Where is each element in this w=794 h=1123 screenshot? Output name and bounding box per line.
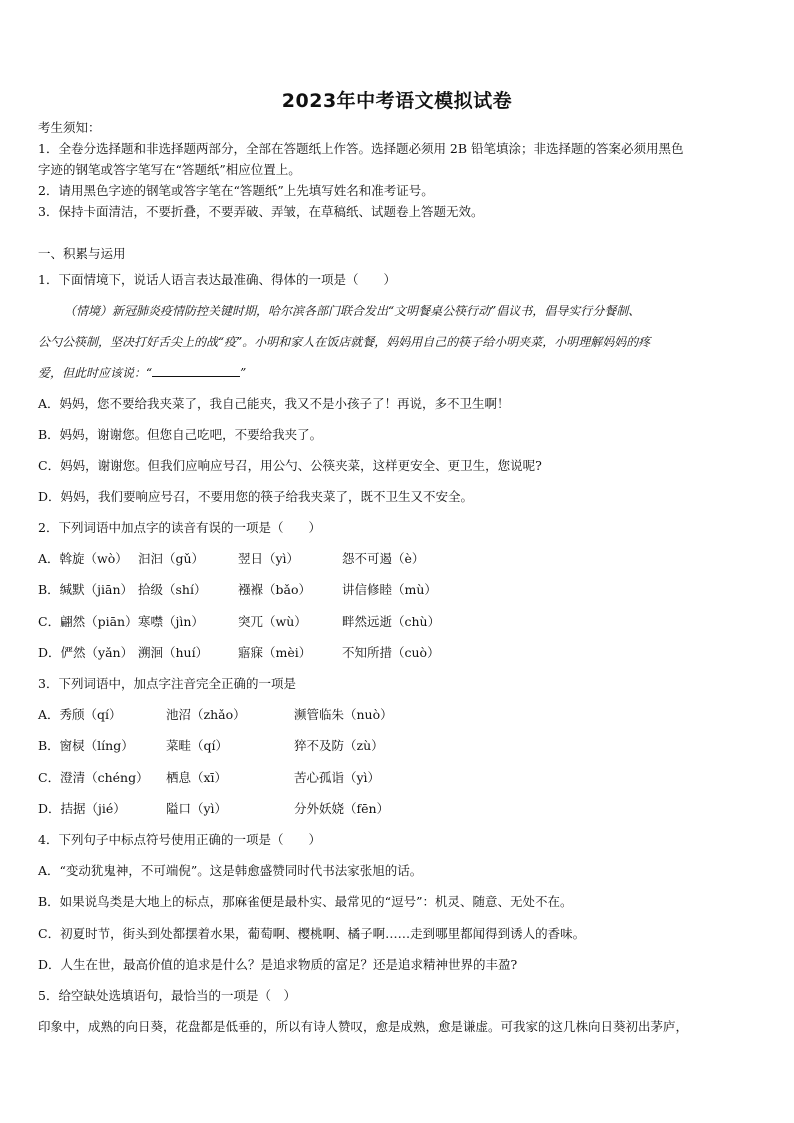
q2-d-4: 不知所措（cuò） xyxy=(342,645,440,660)
q2-c-3: 突兀（wù） xyxy=(238,614,307,629)
q2-option-a xyxy=(38,551,424,567)
notice-line-3: 2．请用黑色字迹的钢笔或答字笔在“答题纸”上先填写姓名和准考证号。 xyxy=(38,183,434,198)
q1-context-suffix: ” xyxy=(240,366,247,380)
q4-option-a: A．“变动犹鬼神，不可端倪”。这是韩愈盛赞同时代书法家张旭的话。 xyxy=(38,863,423,878)
q4-option-d: D．人生在世，最高价值的追求是什么？是追求物质的富足？还是追求精神世界的丰盈? xyxy=(38,957,518,972)
notice-line-1: 1．全卷分选择题和非选择题两部分，全部在答题纸上作答。选择题必须用 2B 铅笔填涂；非选择题的答案必须用黑色 xyxy=(38,141,684,156)
q2-a-4: 怨不可遏（è） xyxy=(342,551,425,566)
notice-line-2: 字迹的钢笔或答字笔写在“答题纸”相应位置上。 xyxy=(38,162,301,177)
q3-option-c xyxy=(38,770,380,786)
q1-context-line-1: （情境）新冠肺炎疫情防控关键时期，哈尔滨各部门联合发出“文明餐桌公筷行动”倡议书，倡导实行分餐制、 xyxy=(64,304,641,318)
q3-d-2: 隘口（yì） xyxy=(166,801,228,816)
q1-option-b: B．妈妈，谢谢您。但您自己吃吧，不要给我夹了。 xyxy=(38,427,323,442)
q2-c-4: 畔然远逝（chù） xyxy=(342,614,441,629)
q3-stem: 3．下列词语中，加点字注音完全正确的一项是 xyxy=(38,676,296,691)
q4-option-c: C．初夏时节，街头到处都摆着水果，葡萄啊、樱桃啊、橘子啊……走到哪里都闻得到诱人的香味。 xyxy=(38,926,586,941)
q2-d-3: 寤寐（mèi） xyxy=(238,645,312,660)
q1-context-line-3 xyxy=(38,364,246,381)
q4-stem: 4．下列句子中标点符号使用正确的一项是（ ） xyxy=(38,832,321,847)
q3-a-3: 濒管临朱（nuò） xyxy=(294,707,393,722)
q1-context-prefix: 爱，但此时应该说：“ xyxy=(38,366,153,380)
q4-option-b: B．如果说鸟类是大地上的标点，那麻雀便是最朴实、最常见的“逗号”：机灵、随意、无处不在。 xyxy=(38,894,573,909)
q1-context-line-2: 公勺公筷制，坚决打好舌尖上的战“疫”。小明和家人在饭店就餐，妈妈用自己的筷子给小明夹菜，小明理解妈妈的疼 xyxy=(38,335,651,349)
q1-option-c: C．妈妈，谢谢您。但我们应响应号召，用公勺、公筷夹菜，这样更安全、更卫生，您说呢? xyxy=(38,458,542,473)
answer-blank xyxy=(152,364,240,377)
q2-d-1: D．俨然（yǎn） xyxy=(38,645,134,660)
q2-a-1: A．斡旋（wò） xyxy=(38,551,128,566)
q2-c-2: 寒噤（jìn） xyxy=(138,614,204,629)
q2-b-1: B．缄默（jiān） xyxy=(38,582,134,597)
q3-c-3: 苦心孤诣（yì） xyxy=(294,770,381,785)
q3-a-2: 池沼（zhǎo） xyxy=(166,707,246,722)
q3-d-3: 分外妖娆（fēn） xyxy=(294,801,390,816)
q3-option-d xyxy=(38,801,389,817)
q2-d-2: 溯洄（huí） xyxy=(138,645,209,660)
q3-a-1: A．秀颀（qí） xyxy=(38,707,122,722)
q2-option-c xyxy=(38,614,440,630)
notice-heading: 考生须知： xyxy=(38,120,101,135)
q2-c-1: C．翩然（piān） xyxy=(38,614,138,629)
q3-option-b xyxy=(38,738,384,754)
q1-stem: 1．下面情境下，说话人语言表达最准确、得体的一项是（ ） xyxy=(38,272,396,287)
q1-option-d: D．妈妈，我们要响应号召，不要用您的筷子给我夹菜了，既不卫生又不安全。 xyxy=(38,489,474,504)
q2-option-d xyxy=(38,645,440,661)
notice-line-4: 3．保持卡面清洁，不要折叠，不要弄破、弄皱，在草稿纸、试题卷上答题无效。 xyxy=(38,204,484,219)
q3-b-1: B．窗棂（líng） xyxy=(38,738,134,753)
q1-option-a: A．妈妈，您不要给我夹菜了，我自己能夹，我又不是小孩子了！再说，多不卫生啊！ xyxy=(38,396,510,411)
q2-b-4: 讲信修睦（mù） xyxy=(342,582,437,597)
q2-option-b xyxy=(38,582,437,598)
q3-c-2: 栖息（xī） xyxy=(166,770,228,785)
section-heading: 一、积累与运用 xyxy=(38,246,126,261)
q5-stem: 5．给空缺处选填语句，最恰当的一项是（ ） xyxy=(38,988,296,1003)
q2-b-3: 襁褓（bǎo） xyxy=(238,582,311,597)
q2-a-2: 汩汩（gǔ） xyxy=(138,551,205,566)
q3-d-1: D．拮据（jié） xyxy=(38,801,126,816)
q2-a-3: 翌日（yì） xyxy=(238,551,300,566)
q3-option-a xyxy=(38,707,393,723)
q3-b-2: 菜畦（qí） xyxy=(166,738,228,753)
page-title: 2023年中考语文模拟试卷 xyxy=(281,90,513,112)
q2-stem: 2．下列词语中加点字的读音有误的一项是（ ） xyxy=(38,520,321,535)
q3-c-1: C．澄清（chéng） xyxy=(38,770,149,785)
q2-b-2: 拾级（shí） xyxy=(138,582,207,597)
q3-b-3: 猝不及防（zù） xyxy=(294,738,384,753)
q5-text: 印象中，成熟的向日葵，花盘都是低垂的，所以有诗人赞叹，愈是成熟，愈是谦虚。可我家的这几株向日葵初出茅庐， xyxy=(38,1019,689,1034)
